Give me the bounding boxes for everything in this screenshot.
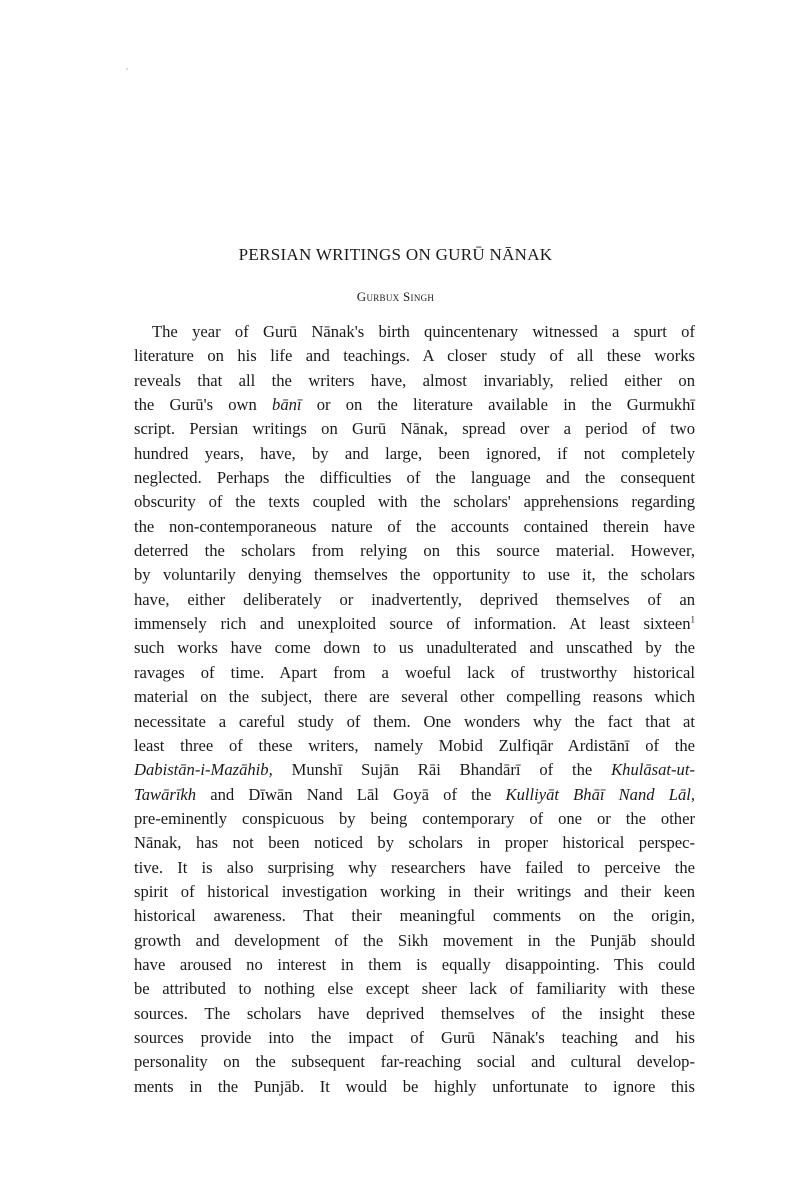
body-line: spirit of historical investigation working in their writings and their keen [134, 881, 695, 901]
text-run: Munshī Sujān Rāi Bhandārī of the [272, 760, 612, 780]
body-line: hundred years, have, by and large, been ignored, if not completely [134, 443, 695, 463]
italic-title: Kulliyāt Bhāī Nand Lāl, [505, 784, 696, 804]
author-name: Gurbux Singh [356, 289, 435, 304]
body-line: ravages of time. Apart from a woeful lack of trustworthy historical [134, 662, 695, 682]
body-line: be attributed to nothing else except sheer lack of familiarity with these [134, 979, 695, 999]
body-line: necessitate a careful study of them. One wonders why the fact that at [134, 711, 695, 731]
body-line: by voluntarily denying themselves the opportunity to use it, the scholars [134, 565, 695, 585]
italic-title: Dabistān-i-Mazāhib, [134, 760, 273, 780]
text-run: and Dīwān Nand Lāl Goyā of the [196, 784, 506, 804]
text-run: the Gurū's own [134, 395, 273, 415]
footnote-marker[interactable]: 1 [690, 614, 695, 625]
body-line: have, either deliberately or inadvertently, deprived themselves of an [134, 589, 695, 609]
body-line: neglected. Perhaps the difficulties of the language and the consequent [134, 468, 695, 488]
body-line: reveals that all the writers have, almost invariably, relied either on [134, 370, 695, 390]
text-run: or on the literature available in the Gurmukhī [301, 395, 695, 415]
body-line: obscurity of the texts coupled with the scholars' apprehensions regarding [134, 492, 695, 512]
body-line: least three of these writers, namely Mobid Zulfiqār Ardistānī of the [134, 735, 695, 755]
italic-title: Tawārīkh [134, 784, 197, 804]
body-line [134, 758, 695, 782]
body-line: material on the subject, there are several other compelling reasons which [134, 687, 695, 707]
body-line: growth and development of the Sikh movement in the Punjāb should [134, 930, 695, 950]
article-title: PERSIAN WRITINGS ON GURŪ NĀNAK [238, 245, 553, 264]
body-line: ments in the Punjāb. It would be highly unfortunate to ignore this [134, 1076, 695, 1096]
body-line: personality on the subsequent far-reaching social and cultural develop- [134, 1052, 695, 1072]
body-line: literature on his life and teachings. A closer study of all these works [134, 346, 695, 366]
body-paragraph [134, 320, 695, 1099]
body-line [134, 612, 695, 636]
body-line: the non-contemporaneous nature of the accounts contained therein have [134, 516, 695, 536]
italic-title: Khulāsat-ut- [611, 760, 695, 780]
scan-speck [126, 68, 128, 70]
body-line: Nānak, has not been noticed by scholars in proper historical perspec- [134, 833, 695, 853]
body-line [134, 783, 695, 807]
body-line: deterred the scholars from relying on this source material. However, [134, 541, 695, 561]
body-line: script. Persian writings on Gurū Nānak, spread over a period of two [134, 419, 695, 439]
body-line: sources. The scholars have deprived themselves of the insight these [134, 1003, 695, 1023]
body-line: such works have come down to us unadulterated and unscathed by the [134, 638, 695, 658]
body-line: historical awareness. That their meaningful comments on the origin, [134, 906, 695, 926]
body-line: tive. It is also surprising why researchers have failed to perceive the [134, 857, 695, 877]
body-line: have aroused no interest in them is equally disappointing. This could [134, 954, 695, 974]
body-line [134, 393, 695, 417]
body-line: sources provide into the impact of Gurū Nānak's teaching and his [134, 1027, 695, 1047]
body-line: pre-eminently conspicuous by being contemporary of one or the other [134, 808, 695, 828]
text-run: immensely rich and unexploited source of information. At least sixteen [134, 614, 691, 634]
body-line: The year of Gurū Nānak's birth quincentenary witnessed a spurt of [152, 322, 695, 341]
italic-term: bānī [272, 395, 302, 415]
